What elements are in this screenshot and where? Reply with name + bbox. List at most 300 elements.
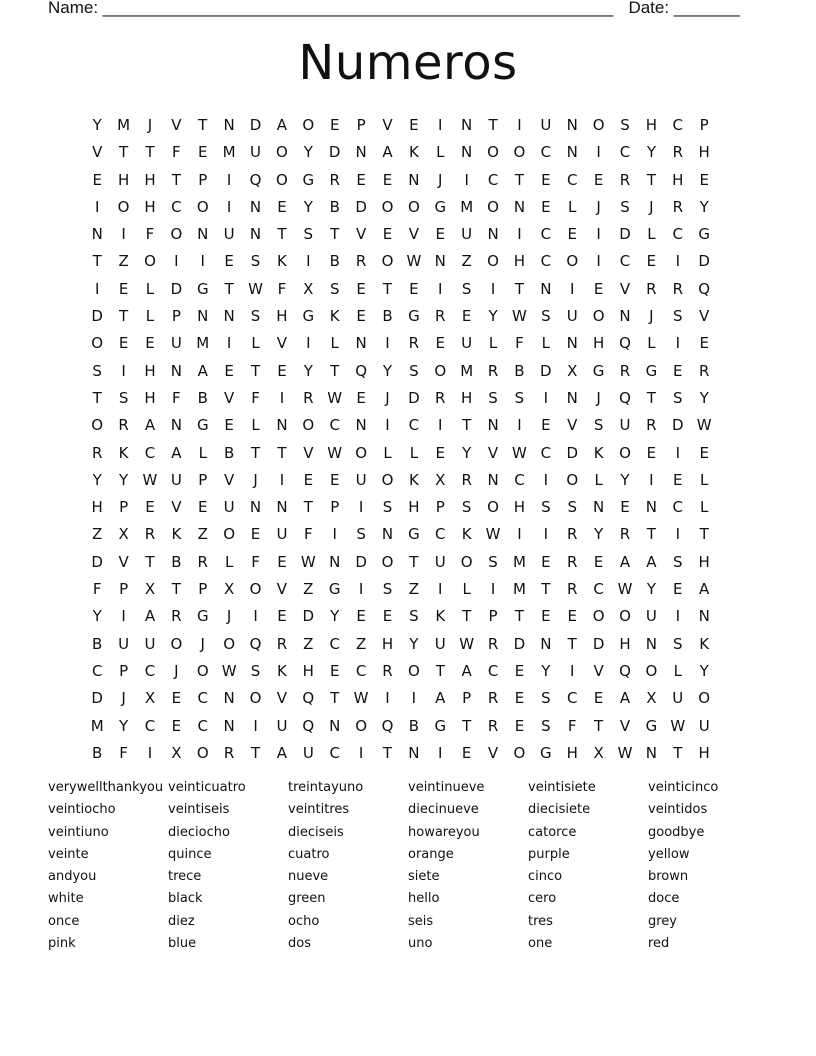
grid-letter[interactable]: S [620,197,630,216]
grid-letter[interactable]: O [276,143,288,162]
grid-letter[interactable]: K [171,525,182,544]
grid-letter[interactable]: O [381,197,394,216]
grid-letter[interactable]: W [512,443,527,462]
grid-letter[interactable]: U [250,143,262,162]
grid-letter[interactable]: D [249,116,262,134]
grid-letter[interactable]: O [381,252,394,271]
grid-letter[interactable]: I [570,279,575,298]
grid-letter[interactable]: B [514,361,525,380]
grid-letter[interactable]: S [673,388,683,407]
grid-letter[interactable]: F [172,143,181,162]
grid-letter[interactable]: Y [409,634,419,653]
grid-letter[interactable]: S [567,498,577,517]
grid-letter[interactable]: T [250,361,261,380]
grid-letter[interactable]: H [144,388,156,407]
grid-letter[interactable]: M [90,716,104,735]
date-field[interactable]: Date: _______ [628,0,740,17]
grid-letter[interactable]: O [223,634,236,653]
grid-letter[interactable]: K [593,443,604,462]
grid-letter[interactable]: D [566,443,578,462]
grid-letter[interactable]: N [566,388,578,407]
grid-letter[interactable]: J [596,197,601,216]
grid-letter[interactable]: N [355,334,367,353]
grid-letter[interactable]: V [92,143,103,162]
grid-letter[interactable]: O [170,634,183,653]
grid-letter[interactable]: S [541,716,551,735]
grid-letter[interactable]: T [462,607,472,626]
grid-letter[interactable]: E [699,334,709,353]
grid-letter[interactable]: O [487,252,499,271]
grid-letter[interactable]: R [487,634,499,653]
grid-letter[interactable]: C [540,143,552,162]
grid-letter[interactable]: U [302,743,314,762]
grid-letter[interactable]: P [198,580,208,599]
grid-letter[interactable]: A [144,416,156,435]
grid-letter[interactable]: E [435,443,446,462]
grid-letter[interactable]: I [332,525,337,544]
grid-letter[interactable]: W [248,279,263,298]
grid-letter[interactable]: O [407,661,420,680]
grid-letter[interactable]: O [592,116,605,134]
grid-letter[interactable]: S [593,416,604,435]
grid-letter[interactable]: I [490,279,496,298]
grid-letter[interactable]: C [540,443,552,462]
grid-letter[interactable]: L [145,279,155,298]
grid-letter[interactable]: N [223,116,235,134]
grid-letter[interactable]: L [251,416,260,435]
grid-letter[interactable]: L [330,334,339,353]
grid-letter[interactable]: N [276,498,288,517]
grid-letter[interactable]: I [358,498,364,517]
grid-letter[interactable]: F [251,552,260,571]
grid-letter[interactable]: N [461,143,473,162]
grid-letter[interactable]: S [673,307,683,326]
grid-letter[interactable]: N [91,225,103,244]
grid-letter[interactable]: T [514,279,525,298]
grid-letter[interactable]: C [487,661,499,680]
grid-letter[interactable]: T [541,580,551,599]
grid-letter[interactable]: O [196,197,209,216]
grid-letter[interactable]: Z [461,252,472,271]
grid-letter[interactable]: C [619,252,631,271]
grid-letter[interactable]: C [355,661,367,680]
grid-letter[interactable]: I [675,443,680,462]
grid-letter[interactable]: L [383,443,392,462]
grid-letter[interactable]: C [619,143,631,162]
grid-letter[interactable]: V [699,307,710,326]
grid-letter[interactable]: Y [303,197,313,216]
grid-letter[interactable]: L [647,334,656,353]
grid-letter[interactable]: W [327,443,343,462]
grid-letter[interactable]: S [409,361,419,380]
grid-letter[interactable]: X [646,689,657,708]
grid-letter[interactable]: S [303,225,314,244]
grid-letter[interactable]: U [276,716,288,735]
grid-letter[interactable]: I [174,252,179,271]
grid-letter[interactable]: Z [92,525,103,544]
grid-letter[interactable]: W [617,580,633,599]
grid-letter[interactable]: E [699,170,709,189]
grid-letter[interactable]: V [276,580,288,599]
grid-letter[interactable]: E [699,443,709,462]
grid-letter[interactable]: Q [249,634,262,653]
grid-letter[interactable]: O [249,580,262,599]
grid-letter[interactable]: C [566,170,578,189]
grid-letter[interactable]: J [649,307,654,326]
grid-letter[interactable]: D [408,388,420,407]
grid-letter[interactable]: A [171,443,182,462]
grid-letter[interactable]: E [224,252,234,271]
grid-letter[interactable]: A [276,743,288,762]
grid-letter[interactable]: H [302,661,314,680]
grid-letter[interactable]: I [385,416,390,435]
grid-letter[interactable]: H [592,334,605,353]
grid-letter[interactable]: E [118,279,129,298]
grid-letter[interactable]: D [91,307,103,326]
grid-letter[interactable]: Y [382,361,393,380]
grid-letter[interactable]: E [673,470,683,489]
grid-letter[interactable]: Z [118,252,129,271]
grid-letter[interactable]: F [277,279,287,298]
grid-letter[interactable]: I [570,661,575,680]
grid-letter[interactable]: I [438,743,443,762]
grid-letter[interactable]: R [197,552,208,571]
grid-letter[interactable]: V [276,689,288,708]
grid-letter[interactable]: R [487,689,499,708]
grid-letter[interactable]: J [596,388,601,407]
grid-letter[interactable]: T [250,743,261,762]
grid-letter[interactable]: N [329,716,341,735]
grid-letter[interactable]: S [409,607,419,626]
grid-letter[interactable]: S [92,361,102,380]
grid-letter[interactable]: F [119,743,128,762]
grid-letter[interactable]: O [513,143,526,162]
grid-letter[interactable]: O [249,689,262,708]
grid-letter[interactable]: D [513,634,526,653]
grid-letter[interactable]: E [593,170,604,189]
grid-letter[interactable]: S [329,279,340,298]
grid-letter[interactable]: T [250,443,261,462]
grid-letter[interactable]: H [91,498,103,517]
grid-letter[interactable]: L [594,470,603,489]
grid-letter[interactable]: L [198,443,207,462]
grid-letter[interactable]: W [459,634,475,653]
grid-letter[interactable]: Y [119,470,129,489]
grid-letter[interactable]: H [461,388,473,407]
grid-letter[interactable]: I [306,334,311,353]
grid-letter[interactable]: H [566,743,578,762]
grid-letter[interactable]: V [171,498,182,517]
grid-letter[interactable]: G [698,225,710,244]
grid-letter[interactable]: M [196,334,210,353]
grid-letter[interactable]: R [408,334,420,353]
grid-letter[interactable]: S [673,552,683,571]
grid-letter[interactable]: L [488,334,498,353]
grid-letter[interactable]: U [434,634,446,653]
grid-letter[interactable]: D [302,607,315,626]
grid-letter[interactable]: E [673,580,683,599]
grid-letter[interactable]: N [197,225,209,244]
grid-letter[interactable]: H [276,307,288,326]
grid-letter[interactable]: T [171,170,181,189]
grid-letter[interactable]: E [620,498,630,517]
grid-letter[interactable]: K [435,607,446,626]
grid-letter[interactable]: I [226,197,232,216]
grid-letter[interactable]: E [250,525,261,544]
grid-letter[interactable]: T [145,552,155,571]
grid-letter[interactable]: S [461,498,472,517]
grid-letter[interactable]: R [698,361,710,380]
grid-letter[interactable]: E [382,170,393,189]
grid-letter[interactable]: C [566,689,578,708]
grid-letter[interactable]: W [670,716,686,735]
grid-letter[interactable]: P [435,498,445,517]
grid-letter[interactable]: H [645,116,658,134]
grid-letter[interactable]: I [279,470,285,489]
grid-letter[interactable]: U [645,607,657,626]
grid-letter[interactable]: B [329,252,340,271]
grid-letter[interactable]: G [434,716,447,735]
grid-letter[interactable]: X [567,361,578,380]
grid-letter[interactable]: T [409,552,419,571]
grid-letter[interactable]: E [593,689,604,708]
grid-letter[interactable]: O [91,416,104,435]
grid-letter[interactable]: X [144,580,156,599]
grid-letter[interactable]: K [408,143,419,162]
grid-letter[interactable]: E [382,225,393,244]
grid-letter[interactable]: L [224,552,234,571]
grid-letter[interactable]: C [672,225,684,244]
grid-letter[interactable]: E [356,279,366,298]
grid-letter[interactable]: B [92,634,103,653]
grid-letter[interactable]: N [249,197,262,216]
grid-letter[interactable]: I [490,580,496,599]
grid-letter[interactable]: F [515,334,524,353]
grid-letter[interactable]: B [171,552,182,571]
grid-letter[interactable]: V [355,225,367,244]
grid-letter[interactable]: A [276,116,288,134]
grid-letter[interactable]: R [487,361,499,380]
grid-letter[interactable]: I [253,607,258,626]
grid-letter[interactable]: X [224,580,235,599]
grid-letter[interactable]: N [170,361,182,380]
grid-letter[interactable]: O [196,661,209,680]
grid-letter[interactable]: Y [699,388,709,407]
grid-letter[interactable]: T [224,279,234,298]
grid-letter[interactable]: B [92,743,103,762]
grid-letter[interactable]: C [408,416,420,435]
grid-letter[interactable]: D [540,361,552,380]
grid-letter[interactable]: B [224,443,235,462]
grid-letter[interactable]: O [619,607,631,626]
grid-letter[interactable]: V [619,279,631,298]
grid-letter[interactable]: P [462,689,472,708]
grid-letter[interactable]: H [513,498,526,517]
grid-letter[interactable]: E [277,552,287,571]
grid-letter[interactable]: P [119,661,129,680]
grid-letter[interactable]: T [198,116,208,134]
grid-letter[interactable]: E [224,361,234,380]
grid-letter[interactable]: N [698,607,710,626]
grid-letter[interactable]: G [196,416,209,435]
grid-letter[interactable]: H [144,361,156,380]
grid-letter[interactable]: U [170,334,182,353]
grid-letter[interactable]: I [543,525,549,544]
grid-letter[interactable]: O [302,416,315,435]
grid-letter[interactable]: O [117,197,130,216]
grid-letter[interactable]: N [645,634,658,653]
grid-letter[interactable]: Y [594,525,604,544]
grid-letter[interactable]: X [303,279,314,298]
grid-letter[interactable]: K [118,443,129,462]
grid-letter[interactable]: A [646,552,657,571]
grid-letter[interactable]: I [675,607,680,626]
grid-letter[interactable]: C [435,525,446,544]
grid-letter[interactable]: L [145,307,155,326]
grid-letter[interactable]: Q [302,716,315,735]
grid-letter[interactable]: C [487,170,499,189]
grid-letter[interactable]: G [196,607,209,626]
grid-letter[interactable]: X [118,525,129,544]
grid-letter[interactable]: R [329,170,340,189]
grid-letter[interactable]: Q [698,279,711,298]
grid-letter[interactable]: T [514,170,525,189]
grid-letter[interactable]: I [675,525,680,544]
grid-letter[interactable]: E [118,334,129,353]
grid-letter[interactable]: U [223,498,235,517]
grid-letter[interactable]: R [118,416,129,435]
grid-letter[interactable]: X [144,689,156,708]
grid-letter[interactable]: T [382,743,393,762]
grid-letter[interactable]: S [488,552,498,571]
grid-letter[interactable]: G [302,170,315,189]
grid-letter[interactable]: L [647,225,656,244]
grid-letter[interactable]: M [117,116,131,134]
grid-letter[interactable]: G [408,307,420,326]
grid-letter[interactable]: T [435,661,445,680]
grid-letter[interactable]: H [672,170,684,189]
grid-letter[interactable]: D [619,225,631,244]
grid-letter[interactable]: N [355,416,367,435]
grid-letter[interactable]: I [438,416,443,435]
grid-letter[interactable]: E [303,470,314,489]
grid-letter[interactable]: F [567,716,577,735]
grid-letter[interactable]: S [488,388,498,407]
grid-letter[interactable]: E [514,689,525,708]
grid-letter[interactable]: T [145,143,155,162]
grid-letter[interactable]: Q [381,716,394,735]
grid-letter[interactable]: E [198,498,208,517]
grid-letter[interactable]: B [408,716,420,735]
grid-letter[interactable]: T [567,634,577,653]
grid-letter[interactable]: S [514,388,525,407]
grid-letter[interactable]: N [408,170,420,189]
grid-letter[interactable]: I [517,416,522,435]
grid-letter[interactable]: L [251,334,260,353]
grid-letter[interactable]: E [541,170,551,189]
grid-letter[interactable]: E [435,225,446,244]
grid-letter[interactable]: V [276,334,288,353]
grid-letter[interactable]: V [487,743,499,762]
grid-letter[interactable]: I [121,607,126,626]
grid-letter[interactable]: U [434,552,446,571]
grid-letter[interactable]: W [512,307,527,326]
grid-letter[interactable]: D [355,552,367,571]
grid-letter[interactable]: L [462,580,471,599]
grid-letter[interactable]: T [92,252,102,271]
grid-letter[interactable]: D [170,279,183,298]
grid-letter[interactable]: H [117,170,130,189]
grid-letter[interactable]: N [355,143,367,162]
grid-letter[interactable]: O [434,361,447,380]
grid-letter[interactable]: M [460,361,474,380]
grid-letter[interactable]: Y [92,470,102,489]
grid-letter[interactable]: H [698,143,710,162]
grid-letter[interactable]: U [619,416,631,435]
grid-letter[interactable]: D [672,416,684,435]
grid-letter[interactable]: H [144,170,156,189]
grid-letter[interactable]: N [223,689,235,708]
grid-letter[interactable]: V [619,716,631,735]
grid-letter[interactable]: P [356,116,366,134]
grid-letter[interactable]: P [699,116,709,134]
grid-letter[interactable]: E [145,498,155,517]
grid-letter[interactable]: I [517,225,522,244]
grid-letter[interactable]: Y [488,307,498,326]
grid-letter[interactable]: X [593,743,604,762]
grid-letter[interactable]: S [250,661,261,680]
grid-letter[interactable]: O [302,116,315,134]
grid-letter[interactable]: I [121,361,126,380]
grid-letter[interactable]: V [593,661,604,680]
grid-letter[interactable]: S [541,498,551,517]
grid-letter[interactable]: I [385,689,390,708]
grid-letter[interactable]: T [171,580,181,599]
grid-letter[interactable]: W [300,552,316,571]
grid-letter[interactable]: S [673,634,683,653]
grid-letter[interactable]: F [145,225,155,244]
grid-letter[interactable]: I [200,252,205,271]
grid-letter[interactable]: S [382,580,393,599]
grid-letter[interactable]: V [567,416,578,435]
grid-letter[interactable]: K [408,470,419,489]
grid-letter[interactable]: E [277,197,287,216]
grid-letter[interactable]: T [277,443,287,462]
grid-letter[interactable]: R [144,525,156,544]
grid-letter[interactable]: N [329,552,341,571]
grid-letter[interactable]: H [513,252,526,271]
grid-letter[interactable]: C [514,470,525,489]
grid-letter[interactable]: W [485,525,501,544]
grid-letter[interactable]: T [646,170,656,189]
grid-letter[interactable]: O [566,252,579,271]
grid-letter[interactable]: N [487,416,499,435]
grid-letter[interactable]: Y [620,470,630,489]
grid-letter[interactable]: S [250,252,261,271]
grid-letter[interactable]: W [221,661,237,680]
grid-letter[interactable]: B [382,307,393,326]
grid-letter[interactable]: C [91,661,103,680]
grid-letter[interactable]: J [438,170,443,189]
grid-letter[interactable]: I [438,116,443,134]
grid-letter[interactable]: S [620,116,630,134]
grid-letter[interactable]: T [462,716,472,735]
grid-letter[interactable]: N [223,307,235,326]
grid-letter[interactable]: I [517,116,522,134]
grid-letter[interactable]: Q [302,689,315,708]
grid-letter[interactable]: T [119,307,129,326]
grid-letter[interactable]: O [513,743,526,762]
